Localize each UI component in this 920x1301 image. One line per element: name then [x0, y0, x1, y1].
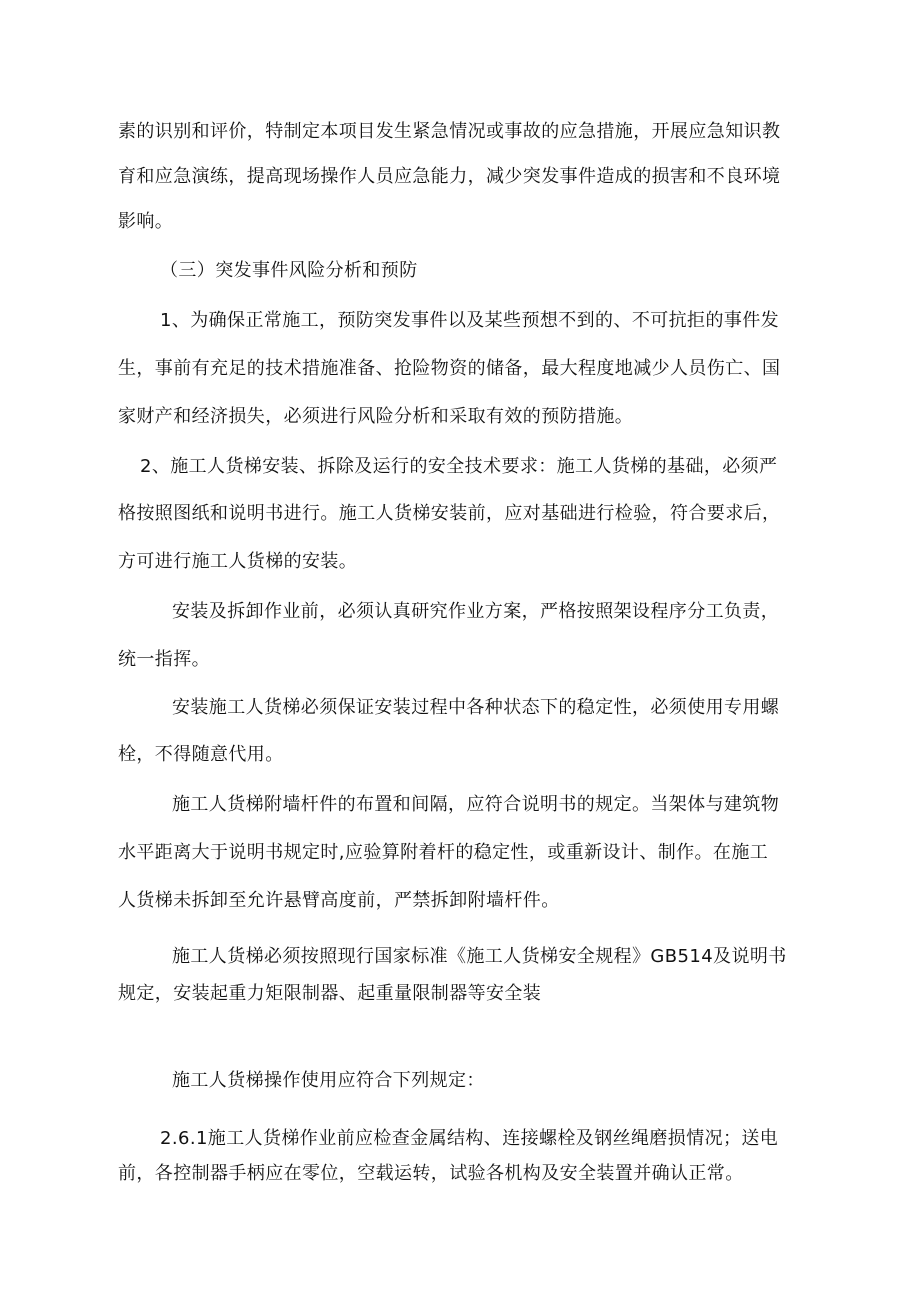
paragraph-9-line-1: 2.6.1施工人货梯作业前应检查金属结构、连接螺栓及钢丝绳磨损情况；送电 — [160, 1128, 779, 1149]
paragraph-9-line-2: 前，各控制器手柄应在零位，空载运转，试验各机构及安全装置并确认正常。 — [118, 1163, 744, 1184]
paragraph-1-line-3: 影响。 — [118, 211, 174, 232]
paragraph-7-line-2: 规定，安装起重力矩限制器、起重量限制器等安全装 — [118, 983, 542, 1004]
paragraph-3-line-1: 2、施工人货梯安装、拆除及运行的安全技术要求：施工人货梯的基础，必须严 — [140, 456, 778, 477]
paragraph-2-line-2: 生，事前有充足的技术措施准备、抢险物资的储备，最大程度地减少人员伤亡、国 — [118, 358, 781, 379]
paragraph-6-line-3: 人货梯未拆卸至允许悬臂高度前，严禁拆卸附墙杆件。 — [118, 890, 560, 911]
paragraph-6-line-1: 施工人货梯附墙杆件的布置和间隔，应符合说明书的规定。当架体与建筑物 — [172, 794, 780, 815]
paragraph-3-line-2: 格按照图纸和说明书进行。施工人货梯安装前，应对基础进行检验，符合要求后， — [118, 503, 781, 524]
paragraph-7-line-1: 施工人货梯必须按照现行国家标准《施工人货梯安全规程》GB514及说明书 — [172, 946, 787, 967]
paragraph-3-line-3: 方可进行施工人货梯的安装。 — [118, 551, 358, 572]
paragraph-4-line-1: 安装及拆卸作业前，必须认真研究作业方案，严格按照架设程序分工负责， — [172, 601, 780, 622]
paragraph-4-line-2: 统一指挥。 — [118, 649, 210, 670]
paragraph-1-line-1: 素的识别和评价，特制定本项目发生紧急情况或事故的应急措施，开展应急知识教 — [118, 121, 781, 142]
paragraph-6-line-2: 水平距离大于说明书规定时,应验算附着杆的稳定性，或重新设计、制作。在施工 — [118, 842, 769, 863]
paragraph-5-line-2: 栓，不得随意代用。 — [118, 744, 284, 765]
paragraph-2-line-3: 家财产和经济损失，必须进行风险分析和采取有效的预防措施。 — [118, 406, 634, 427]
section-heading: （三）突发事件风险分析和预防 — [160, 260, 418, 281]
paragraph-2-line-1: 1、为确保正常施工，预防突发事件以及某些预想不到的、不可抗拒的事件发 — [160, 310, 780, 331]
paragraph-8: 施工人货梯操作使用应符合下列规定： — [172, 1070, 485, 1091]
paragraph-5-line-1: 安装施工人货梯必须保证安装过程中各种状态下的稳定性，必须使用专用螺 — [172, 697, 780, 718]
paragraph-1-line-2: 育和应急演练，提高现场操作人员应急能力，减少突发事件造成的损害和不良环境 — [118, 166, 781, 187]
